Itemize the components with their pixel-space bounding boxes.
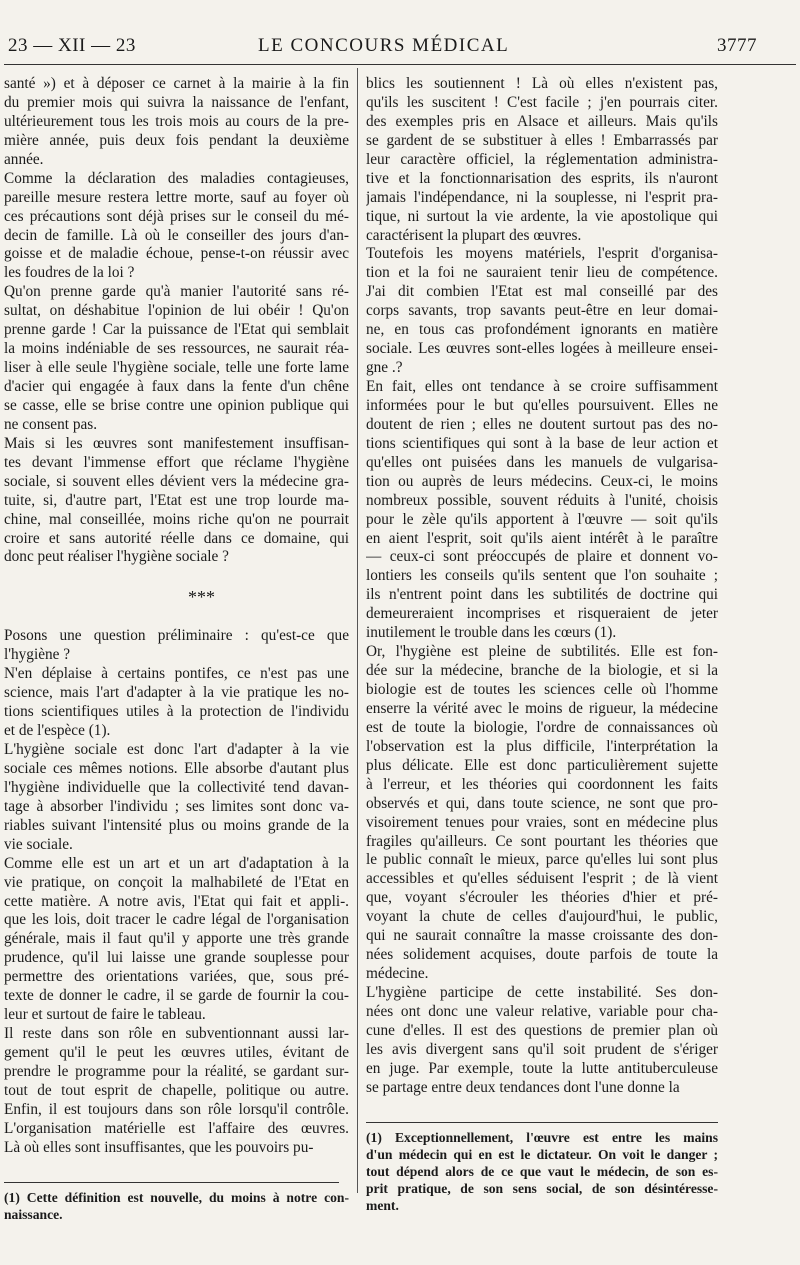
text-line: Mais si les œuvres sont manifestement insuffisan- <box>4 434 349 452</box>
footnote-rule <box>366 1117 718 1129</box>
text-line: inutilement le trouble dans les cœurs (1). <box>366 624 617 642</box>
text-line: des exemples pris en Alsace et ailleurs. Mais qu'ils <box>366 112 718 130</box>
text-line: visoirement tenues pour vraies, sont en médecine plus <box>366 813 718 831</box>
text-line: tions scientifiques qui sont à la base de leur action et <box>366 434 718 452</box>
text-line: que, voyant s'écrouler les théories d'hier et pré- <box>366 889 718 907</box>
text-line: qui ne saurait connaître la masse croissante des don- <box>366 927 718 945</box>
header-rule <box>4 64 796 65</box>
text-line: J'ai dit combien l'Etat est mal conseillé par des <box>366 283 718 301</box>
text-line: nées ont donc une valeur relative, variable pour cha- <box>366 1002 718 1020</box>
text-line: prudence, qu'il lui laisse une grande souplesse pour <box>4 949 349 967</box>
text-line: Qu'on prenne garde qu'à manier l'autorité sans ré- <box>4 283 349 301</box>
text-line: tage à absorber l'individu ; ses limites sont donc va- <box>4 797 349 815</box>
footnote-line: (1) Cette définition est nouvelle, du moins à notre con- <box>4 1189 349 1205</box>
text-line: croire et sans autorité réelle dans ce domaine, qui <box>4 529 349 547</box>
text-line: prenne garde ! Car la puissance de l'Etat qui semblait <box>4 321 349 339</box>
text-line: vie pratique, on conçoit la malhabileté de l'Etat en <box>4 873 349 891</box>
text-line: Il reste dans son rôle en subventionnant aussi lar- <box>4 1025 349 1043</box>
text-line: jamais l'indépendance, ni la souplesse, ni l'esprit pra- <box>366 188 718 206</box>
text-line: — ceux-ci sont préoccupés de plaire et donnent vo- <box>366 548 718 566</box>
text-line: science, mais l'art d'adapter à la vie pratique les no- <box>4 684 349 702</box>
text-line: année. <box>4 150 44 168</box>
text-line: en juge. Par exemple, toute la lutte antituberculeuse <box>366 1059 718 1077</box>
text-line: gne .? <box>366 359 403 377</box>
text-line: se casse, elle se brise contre une opinion publique qui <box>4 396 349 414</box>
text-line: leur caractère officiel, la réglementation administra- <box>366 150 718 168</box>
text-line: goisse et de maladie échoue, pense-t-on réussir avec <box>4 245 349 263</box>
text-line: observés et qui, dans toute science, ne sont que pro- <box>366 794 718 812</box>
text-line: L'hygiène participe de cette instabilité. Ses don- <box>366 984 718 1001</box>
footnote-line: d'un médecin qui en est le dictateur. On voit le danger ; <box>366 1146 718 1162</box>
left-text-part-1 <box>4 75 349 567</box>
text-line: N'en déplaise à certains pontifes, ce n'est pas une <box>4 665 349 683</box>
text-line: lontiers les conseils qu'ils sentent que l'on souhaite ; <box>366 567 718 585</box>
text-line: tion et la foi ne sauraient tenir lieu de compétence. <box>366 264 718 282</box>
text-line: tique, ni surtout la vie ardente, la vie apostolique qui <box>366 207 718 225</box>
footnote-rule <box>4 1177 349 1189</box>
text-line: pareille mesure restera lettre morte, sauf au foyer où <box>4 188 349 206</box>
journal-title: LE CONCOURS MÉDICAL <box>258 35 510 56</box>
text-line: du premier mois qui suivra la naissance de l'enfant, <box>4 93 349 111</box>
text-line: L'hygiène sociale est donc l'art d'adapter à la vie <box>4 741 349 758</box>
text-line: dée sur la médecine, branche de la biologie, et si la <box>366 662 718 680</box>
text-line: médecine. <box>366 965 429 983</box>
text-line: sociale ces mêmes notions. Elle absorbe d'autant plus <box>4 759 349 777</box>
text-line: Or, l'hygiène est pleine de subtilités. Elle est fon- <box>366 643 718 661</box>
text-line: mière année, puis deux fois pendant la deuxième <box>4 131 349 149</box>
text-line: que les lois, doit tracer le cadre légal de l'organisation <box>4 911 349 929</box>
footnote-line: naissance. <box>4 1206 63 1222</box>
text-line: vie sociale. <box>4 835 73 853</box>
text-line: tive et la fonctionnarisation des esprits, ils n'auront <box>366 169 718 187</box>
section-separator: *** <box>188 586 215 607</box>
text-line: demeureraient incomprises et risqueraient de jeter <box>366 605 718 623</box>
text-line: Posons une question préliminaire : qu'est-ce que <box>4 627 349 645</box>
text-line: permettre des orientations variées, que, sous pré- <box>4 968 349 986</box>
text-line: biologie est de toutes les sciences celle où l'homme <box>366 681 718 698</box>
text-line: ultérieurement tous les trois mois au cours de la pre- <box>4 112 349 130</box>
text-line: decin de famille. Là où le conseiller des jours d'an- <box>4 226 349 244</box>
footnote-line: (1) Exceptionnellement, l'œuvre est entre les mains <box>366 1129 718 1145</box>
text-line: ne consent pas. <box>4 415 98 433</box>
text-line: texte de donner le cadre, il se garde de fournir la cou- <box>4 987 349 1005</box>
text-line: d'acier qui engagée à faux dans la fente d'un chêne <box>4 378 349 395</box>
text-line: En fait, elles ont tendance à se croire suffisamment <box>366 378 718 395</box>
text-line: pour le zèle qu'ils apportent à l'œuvre — soit qu'ils <box>366 510 718 528</box>
text-line: en aient l'esprit, soit qu'ils aient intérêt à le paraître <box>366 529 718 547</box>
footnote-line: tout dépend alors de ce que vaut le médecin, de son es- <box>366 1163 718 1179</box>
text-line: riables suivant l'intensité plus ou moins grande de la <box>4 816 349 834</box>
left-text-part-2 <box>4 627 349 1157</box>
text-line: et de l'espèce (1). <box>4 722 111 740</box>
text-line: sociale. Les œuvres sont-elles logées à meilleure ensei- <box>366 340 718 358</box>
text-line: Toutefois les moyens matériels, l'esprit d'organisa- <box>366 245 718 263</box>
right-column <box>366 75 718 1215</box>
text-line: liser à elle seule l'hygiène sociale, telle une forte lame <box>4 359 349 377</box>
text-line: Là où elles sont insuffisantes, que les pouvoirs pu- <box>4 1138 314 1156</box>
text-line: tion ou auprès de leurs médecins. Ceux-ci, le moins <box>366 472 718 490</box>
text-line: prendre le programme pour la réalité, se gardant sur- <box>4 1062 349 1080</box>
text-line: cune d'elles. Il est des questions de premier plan où <box>366 1021 718 1039</box>
text-line: la moins indéniable de ses ressources, ne saurait réa- <box>4 340 349 358</box>
text-line: qu'elles ont puisées dans les manuels de vulgarisa- <box>366 453 718 471</box>
text-line: tuite, si, d'autre part, l'Etat est une trop lourde ma- <box>4 491 349 509</box>
text-line: enserre la vérité avec le moins de rigueur, la médecine <box>366 699 718 717</box>
text-line: les avis divergent sans qu'il soit prudent de s'ériger <box>366 1040 718 1058</box>
text-line: doutent de rien ; elles ne doutent surtout pas des no- <box>366 415 718 433</box>
text-line: blics les soutiennent ! Là où elles n'existent pas, <box>366 75 718 92</box>
text-line: se gardent de se substituer à elles ! Embarrassés par <box>366 131 718 149</box>
text-line: santé ») et à déposer ce carnet à la mairie à la fin <box>4 75 349 92</box>
text-line: tions scientifiques utiles à la protection de l'individu <box>4 703 349 721</box>
text-line: ils n'entrent point dans les subtilités de doctrine qui <box>366 586 718 604</box>
text-line: Comme elle est un art et un art d'adaptation à la <box>4 854 349 872</box>
text-line: sultat, on déshabitue l'opinion de lui obéir ! Qu'on <box>4 302 349 320</box>
footnote-line: ment. <box>366 1198 399 1214</box>
text-line: les foudres de la loi ? <box>4 264 135 282</box>
text-line: sociale, si souvent elles dévient vers la médecine gra- <box>4 472 349 490</box>
text-line: chine, mal conseillée, moins riche qu'on ne pourrait <box>4 510 349 528</box>
text-line: se partage entre deux tendances dont l'une donne la <box>366 1078 680 1096</box>
issue-date: 23 — XII — 23 <box>8 35 136 56</box>
text-line: à l'erreur, et les théories qui coordonnent les faits <box>366 775 718 793</box>
text-line: accessibles et qu'elles séduisent l'esprit ; de là vient <box>366 870 718 888</box>
right-footnote <box>366 1129 718 1215</box>
left-column <box>4 75 349 1223</box>
text-line: fragiles qu'ailleurs. Ce sont pourtant les théories que <box>366 832 718 850</box>
text-line: Comme la déclaration des maladies contagieuses, <box>4 169 349 187</box>
text-line: voyant la chute de celles d'aujourd'hui, le public, <box>366 908 718 926</box>
text-line: est de toute la biologie, l'ordre de connaissances où <box>366 718 718 736</box>
text-line: caractérisent la plupart des œuvres. <box>366 226 582 244</box>
text-line: Enfin, il est toujours dans son rôle lorsqu'il contrôle. <box>4 1100 349 1118</box>
text-line: tout de tout esprit de chapelle, politique ou autre. <box>4 1081 349 1099</box>
text-line: donc peut réaliser l'hygiène sociale ? <box>4 548 229 566</box>
text-line: le public connaît le mieux, parce qu'elles lui sont plus <box>366 851 718 869</box>
right-text <box>366 75 718 1098</box>
text-line: l'hygiène individuelle que la collectivité tend davan- <box>4 778 349 796</box>
text-line: générale, mais il faut qu'il y apporte une très grande <box>4 930 349 948</box>
text-line: leur et surtout de faire le tableau. <box>4 1006 206 1024</box>
page-number: 3777 <box>717 35 757 56</box>
column-divider <box>357 68 358 1193</box>
text-line: plus délicate. Elle est donc particulièrement sujette <box>366 756 718 774</box>
text-line: nombreux possible, souvent réduits à l'unité, choisis <box>366 491 718 509</box>
text-line: corps savants, trop savants peut-être en leur domai- <box>366 302 718 320</box>
text-line: ne, en tous cas profondément ignorants en matière <box>366 321 718 339</box>
text-line: qu'ils les suscitent ! C'est facile ; j'en pourrais citer. <box>366 93 718 111</box>
text-line: l'observation est la plus difficile, l'interprétation la <box>366 737 718 755</box>
text-line: nées solidement acquises, doute parfois de toute la <box>366 946 718 964</box>
footnote-line: prit pratique, de son sens social, de son désintéresse- <box>366 1181 718 1197</box>
text-line: L'organisation matérielle est l'affaire des œuvres. <box>4 1119 349 1137</box>
text-line: gement qu'il le peut les œuvres utiles, évitant de <box>4 1044 349 1061</box>
text-line: cette matière. A notre avis, l'Etat qui fait et appli-. <box>4 892 349 910</box>
text-line: informées pour le but qu'elles poursuivent. Elles ne <box>366 396 718 414</box>
text-line: tes devant l'immense effort que réclame l'hygiène <box>4 453 349 471</box>
text-line: ces précautions sont déjà prises sur le conseil du mé- <box>4 207 349 225</box>
left-footnote <box>4 1189 349 1223</box>
text-line: l'hygiène ? <box>4 646 71 664</box>
